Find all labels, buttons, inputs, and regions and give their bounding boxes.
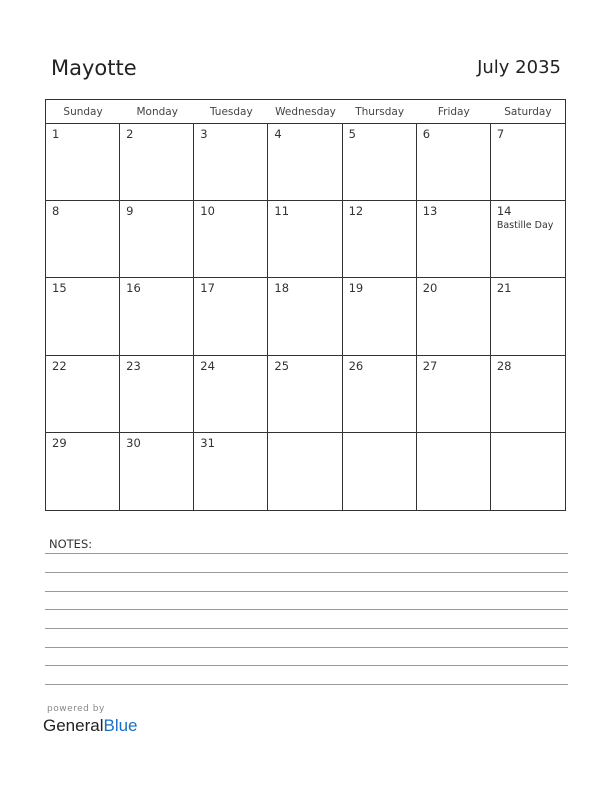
day-cell[interactable] xyxy=(491,124,565,201)
day-number: 31 xyxy=(200,435,215,450)
day-cell[interactable] xyxy=(268,124,342,201)
day-cell[interactable] xyxy=(343,278,417,355)
day-cell[interactable] xyxy=(120,201,194,278)
day-cell[interactable] xyxy=(268,433,342,510)
day-number: 1 xyxy=(52,127,60,141)
day-cell[interactable] xyxy=(491,278,565,355)
day-number: 5 xyxy=(348,127,356,141)
day-number: 22 xyxy=(52,358,67,373)
day-number: 10 xyxy=(200,204,215,219)
day-cell[interactable] xyxy=(120,124,194,201)
day-cell[interactable] xyxy=(343,433,417,510)
day-number: 8 xyxy=(52,204,60,219)
brand-general: General xyxy=(43,716,104,735)
note-line xyxy=(45,553,568,554)
day-number: 2 xyxy=(126,127,134,141)
day-cell[interactable] xyxy=(343,356,417,433)
day-number: 12 xyxy=(348,204,364,219)
day-number: 9 xyxy=(126,204,134,219)
day-number: 21 xyxy=(496,281,512,296)
day-number: 19 xyxy=(348,281,364,296)
weekday-header xyxy=(46,100,565,124)
day-number: 13 xyxy=(422,204,438,219)
day-cell[interactable] xyxy=(120,356,194,433)
day-cell[interactable] xyxy=(268,201,342,278)
day-number: 28 xyxy=(496,358,512,373)
day-cell[interactable] xyxy=(268,278,342,355)
day-number: 25 xyxy=(274,358,290,373)
day-number: 11 xyxy=(274,204,290,219)
calendar-grid xyxy=(45,99,566,511)
day-cell[interactable] xyxy=(46,201,120,278)
holiday-label: Bastille Day xyxy=(496,220,554,232)
day-cell[interactable] xyxy=(194,124,268,201)
day-cell[interactable] xyxy=(491,356,565,433)
calendar-month: July 2035 xyxy=(477,57,561,78)
note-line xyxy=(45,609,568,610)
day-cell[interactable] xyxy=(194,356,268,433)
day-number: 27 xyxy=(422,358,438,373)
day-cell[interactable] xyxy=(46,278,120,355)
day-cells xyxy=(46,124,565,510)
day-number: 24 xyxy=(200,358,215,373)
weekday-friday: Friday xyxy=(437,106,470,118)
day-cell[interactable] xyxy=(194,433,268,510)
notes-label: NOTES: xyxy=(49,537,93,551)
day-cell[interactable] xyxy=(46,124,120,201)
note-line xyxy=(45,665,568,666)
note-line xyxy=(45,684,568,685)
weekday-wednesday: Wednesday xyxy=(275,106,336,118)
note-line xyxy=(45,572,568,573)
day-cell[interactable] xyxy=(194,201,268,278)
day-cell[interactable] xyxy=(417,356,491,433)
note-line xyxy=(45,591,568,592)
day-number: 4 xyxy=(274,127,282,141)
day-cell[interactable] xyxy=(120,278,194,355)
day-cell[interactable] xyxy=(491,201,565,278)
day-number: 7 xyxy=(496,127,505,141)
day-number: 17 xyxy=(200,281,215,296)
weekday-saturday: Saturday xyxy=(504,106,552,118)
day-cell[interactable] xyxy=(417,433,491,510)
day-cell[interactable] xyxy=(417,124,491,201)
day-number: 3 xyxy=(200,127,208,141)
weekday-sunday: Sunday xyxy=(63,106,103,118)
day-cell[interactable] xyxy=(343,201,417,278)
powered-by-text: powered by xyxy=(47,704,105,714)
day-number: 29 xyxy=(52,435,67,450)
day-cell[interactable] xyxy=(46,433,120,510)
note-line xyxy=(45,628,568,629)
day-number: 26 xyxy=(348,358,364,373)
day-cell[interactable] xyxy=(417,278,491,355)
day-number: 6 xyxy=(422,127,431,141)
day-cell[interactable] xyxy=(491,433,565,510)
day-number: 20 xyxy=(422,281,438,296)
weekday-thursday: Thursday xyxy=(355,106,405,118)
day-cell[interactable] xyxy=(120,433,194,510)
day-number: 30 xyxy=(126,435,141,450)
brand-logo[interactable] xyxy=(43,716,138,736)
day-number: 18 xyxy=(274,281,290,296)
day-number: 14 xyxy=(496,204,512,219)
calendar-title: Mayotte xyxy=(51,56,137,80)
weekday-monday: Monday xyxy=(136,106,178,118)
day-number: 23 xyxy=(126,358,141,373)
brand-blue: Blue xyxy=(103,716,138,735)
day-number: 16 xyxy=(126,281,141,296)
day-cell[interactable] xyxy=(268,356,342,433)
day-cell[interactable] xyxy=(417,201,491,278)
day-cell[interactable] xyxy=(46,356,120,433)
day-cell[interactable] xyxy=(343,124,417,201)
weekday-tuesday: Tuesday xyxy=(209,106,253,118)
day-number: 15 xyxy=(52,281,67,296)
note-line xyxy=(45,647,568,648)
day-cell[interactable] xyxy=(194,278,268,355)
